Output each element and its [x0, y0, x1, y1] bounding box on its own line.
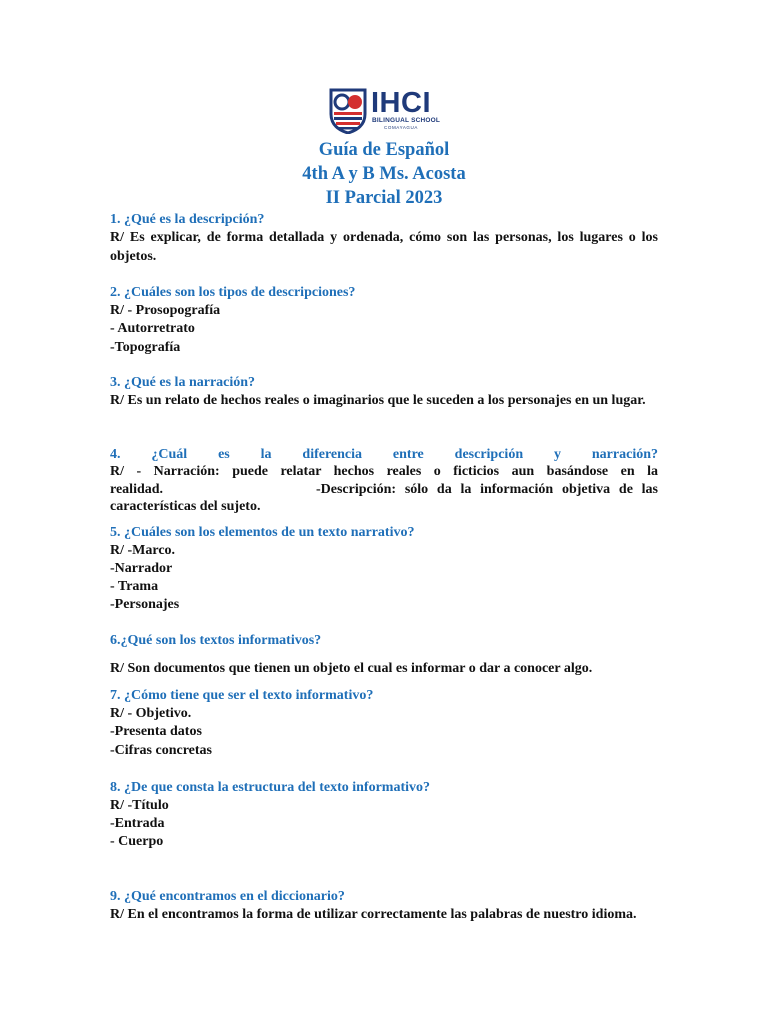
answer-5-line: R/ -Marco. — [110, 543, 176, 558]
answer-1: R/ Es explicar, de forma detallada y ordenada, cómo son las personas, los lugares o los objetos. — [110, 230, 658, 264]
question-9: 9. ¿Qué encontramos en el diccionario? — [110, 889, 345, 904]
answer-2-line: - Autorretrato — [110, 321, 195, 336]
term-title: II Parcial 2023 — [325, 188, 443, 208]
answer-2-line: R/ - Prosopografía — [110, 303, 221, 318]
answer-6: R/ Son documentos que tienen un objeto el cual es informar o dar a conocer algo. — [110, 661, 593, 676]
question-6: 6.¿Qué son los textos informativos? — [110, 633, 322, 648]
answer-4-description-line1: -Descripción: sólo da la información objetiva de las — [316, 482, 658, 497]
answer-8-line: R/ -Título — [110, 798, 169, 813]
guide-title: Guía de Español — [318, 140, 450, 160]
answer-8-line: -Entrada — [110, 816, 165, 831]
answer-5-line: - Trama — [110, 579, 159, 594]
answer-4-description-line2: características del sujeto. — [110, 499, 261, 514]
answer-4-narration: R/ - Narración: puede relatar hechos reales o ficticios aun basándose en la — [110, 464, 658, 479]
answer-7-line: -Presenta datos — [110, 724, 202, 739]
answer-3: R/ Es un relato de hechos reales o imaginarios que le suceden a los personajes en un lugar. — [110, 393, 646, 408]
answer-5-line: -Personajes — [110, 597, 180, 612]
question-5: 5. ¿Cuáles son los elementos de un texto narrativo? — [110, 525, 415, 540]
answer-4-narration-end: realidad. — [110, 482, 164, 497]
shield-icon — [329, 88, 367, 134]
question-1: 1. ¿Qué es la descripción? — [110, 212, 265, 227]
class-title: 4th A y B Ms. Acosta — [302, 164, 466, 184]
question-2: 2. ¿Cuáles son los tipos de descripciones? — [110, 285, 356, 300]
school-logo — [329, 88, 439, 134]
answer-8-line: - Cuerpo — [110, 834, 164, 849]
answer-9: R/ En el encontramos la forma de utilizar correctamente las palabras de nuestro idioma. — [110, 907, 637, 922]
answer-2-line: -Topografía — [110, 340, 181, 355]
answer-7-line: R/ - Objetivo. — [110, 706, 192, 721]
answer-7-line: -Cifras concretas — [110, 743, 212, 758]
logo-wordmark: IHCI — [371, 87, 431, 119]
question-7: 7. ¿Cómo tiene que ser el texto informativo? — [110, 688, 374, 703]
question-8: 8. ¿De que consta la estructura del texto informativo? — [110, 780, 431, 795]
logo-subtitle: BILINGUAL SCHOOL — [372, 117, 441, 124]
question-4: 4. ¿Cuál es la diferencia entre descripción y narración? — [110, 447, 658, 462]
question-3: 3. ¿Qué es la narración? — [110, 375, 256, 390]
logo-location: COMAYAGUA — [384, 125, 418, 130]
answer-5-line: -Narrador — [110, 561, 173, 576]
